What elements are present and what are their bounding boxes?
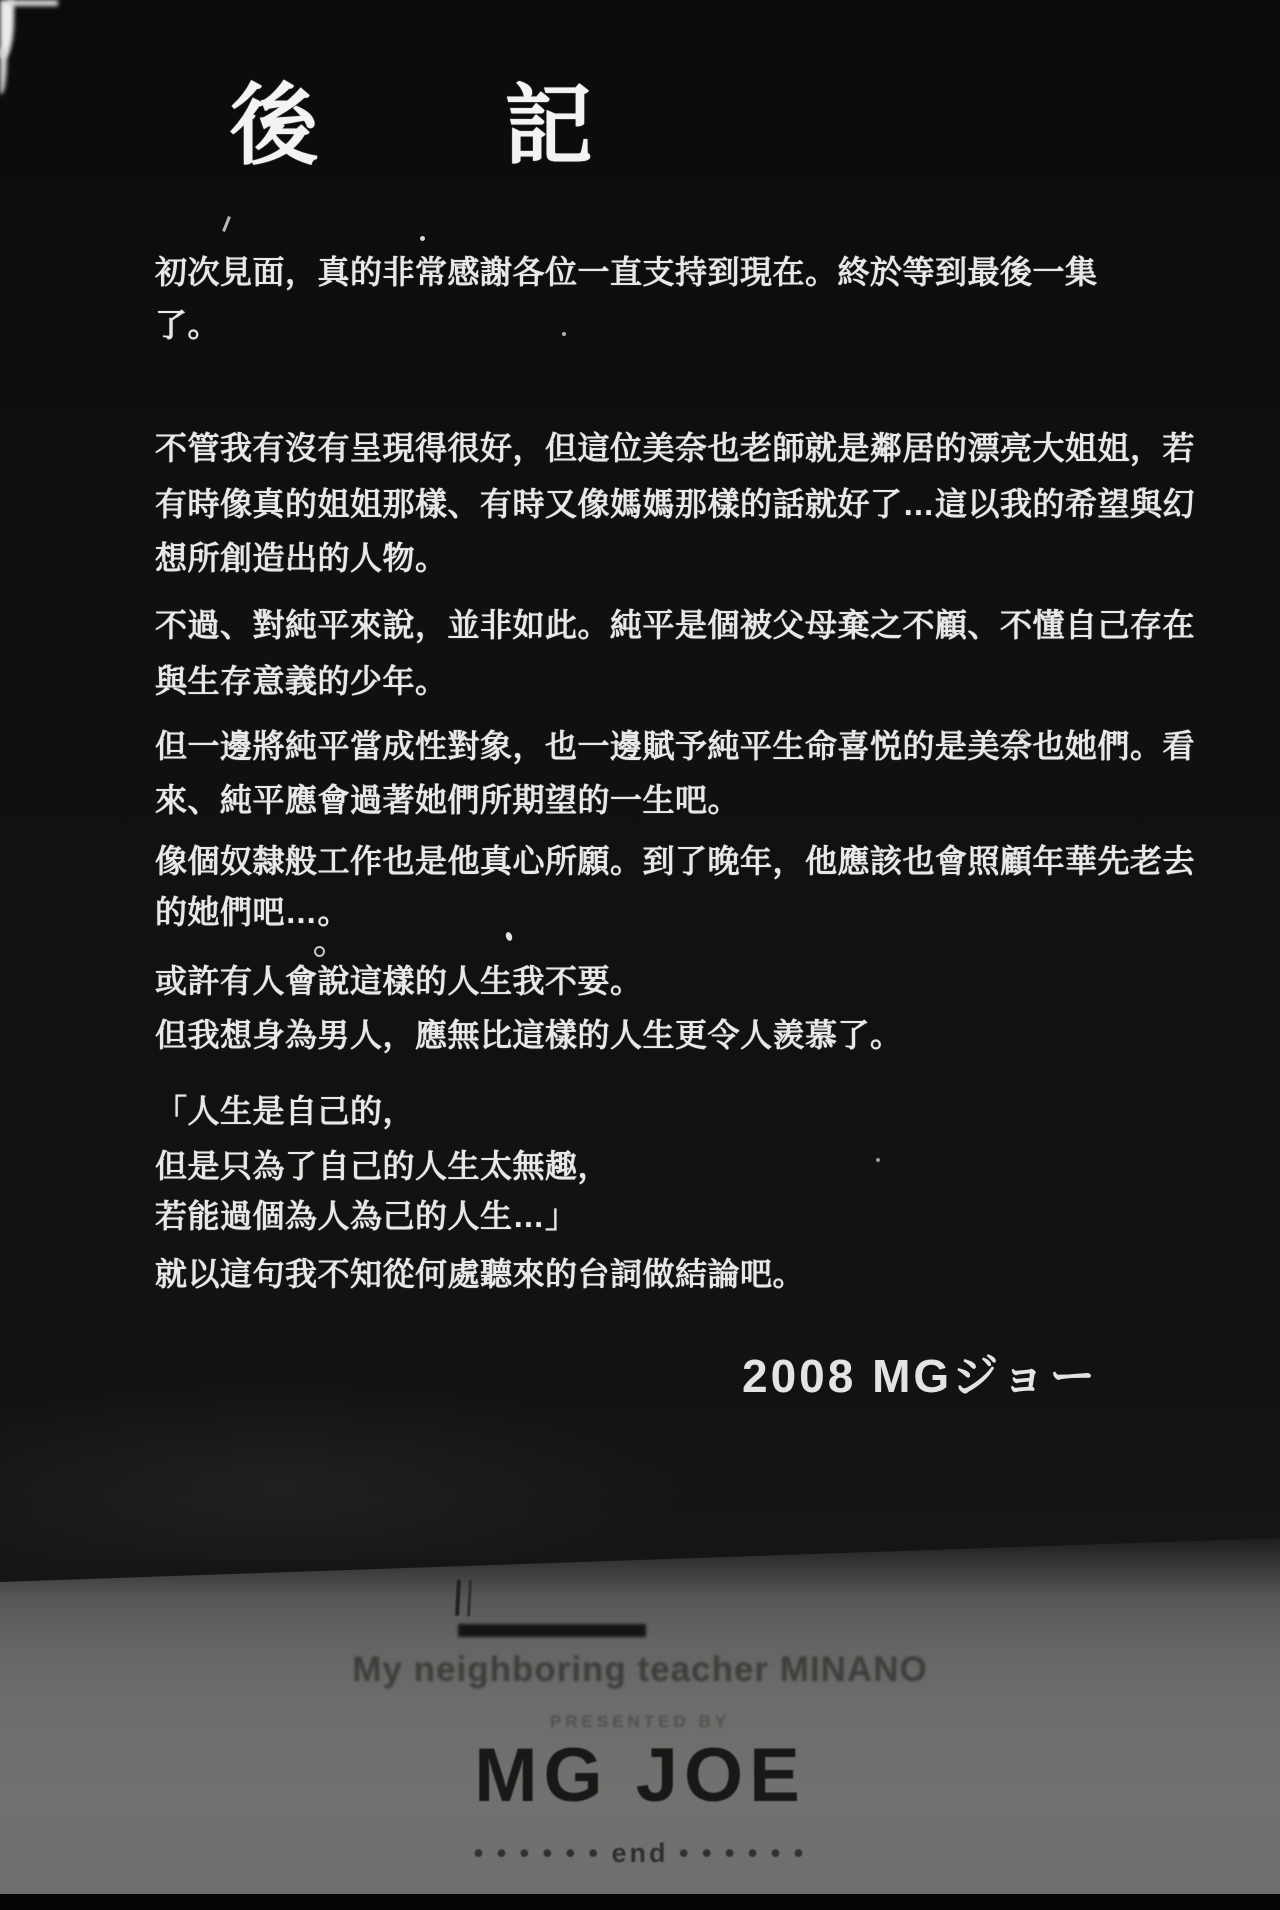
text-line: 就以這句我不知從何處聽來的台詞做結論吧。 (155, 1256, 806, 1292)
dust-speck (562, 332, 566, 336)
scan-sheen (0, 1380, 700, 1560)
series-title: My neighboring teacher MINANO (352, 1650, 928, 1689)
presented-by-label: PRESENTED BY (549, 1712, 731, 1731)
text-line: 像個奴隸般工作也是他真心所願。到了晚年，他應該也會照顧年華先老去 (155, 843, 1196, 879)
quote-line: 若能過個為人為己的人生…」 (155, 1198, 578, 1234)
scan-dark-bar (458, 1624, 646, 1637)
text-line: 有時像真的姐姐那樣、有時又像媽媽那樣的話就好了…這以我的希望與幻 (155, 486, 1196, 522)
dust-speck (420, 236, 425, 241)
signature-year-author: 2008 MGジョー (742, 1350, 1099, 1402)
end-label: • • • • • • end • • • • • • (473, 1838, 807, 1868)
dust-speck (314, 946, 325, 957)
corner-artifact (0, 48, 7, 94)
text-line: 或許有人會說這樣的人生我不要。 (155, 963, 643, 999)
text-line: 了。 (155, 307, 221, 343)
page-title: 後 記 (230, 76, 595, 175)
text-line: 初次見面，真的非常感謝各位一直支持到現在。終於等到最後一集 (155, 254, 1098, 290)
text-line: 不過、對純平來說，並非如此。純平是個被父母棄之不顧、不懂自己存在 (155, 607, 1196, 643)
edge-artifact (8, 0, 58, 6)
text-line: 但我想身為男人，應無比這樣的人生更令人羨慕了。 (155, 1017, 903, 1053)
bottom-black-bar (0, 1894, 1280, 1910)
text-line: 來、純平應會過著她們所期望的一生吧。 (155, 782, 741, 818)
quote-line: 但是只為了自己的人生太無趣， (155, 1148, 611, 1184)
scan-mark (455, 1580, 472, 1617)
dust-speck (222, 216, 231, 232)
text-line: 不管我有沒有呈現得很好，但這位美奈也老師就是鄰居的漂亮大姐姐，若 (155, 430, 1196, 466)
text-line: 想所創造出的人物。 (155, 540, 448, 576)
text-line: 與生存意義的少年。 (155, 663, 448, 699)
dust-speck (876, 1158, 880, 1162)
artist-logo: MG JOE (474, 1733, 806, 1818)
dust-speck (505, 931, 514, 942)
dust-speck (1018, 729, 1028, 739)
text-line: 但一邊將純平當成性對象，也一邊賦予純平生命喜悦的是美奈也她們。看 (155, 728, 1196, 764)
text-line: 的她們吧…。 (155, 894, 351, 930)
quote-line: 「人生是自己的， (155, 1093, 416, 1129)
